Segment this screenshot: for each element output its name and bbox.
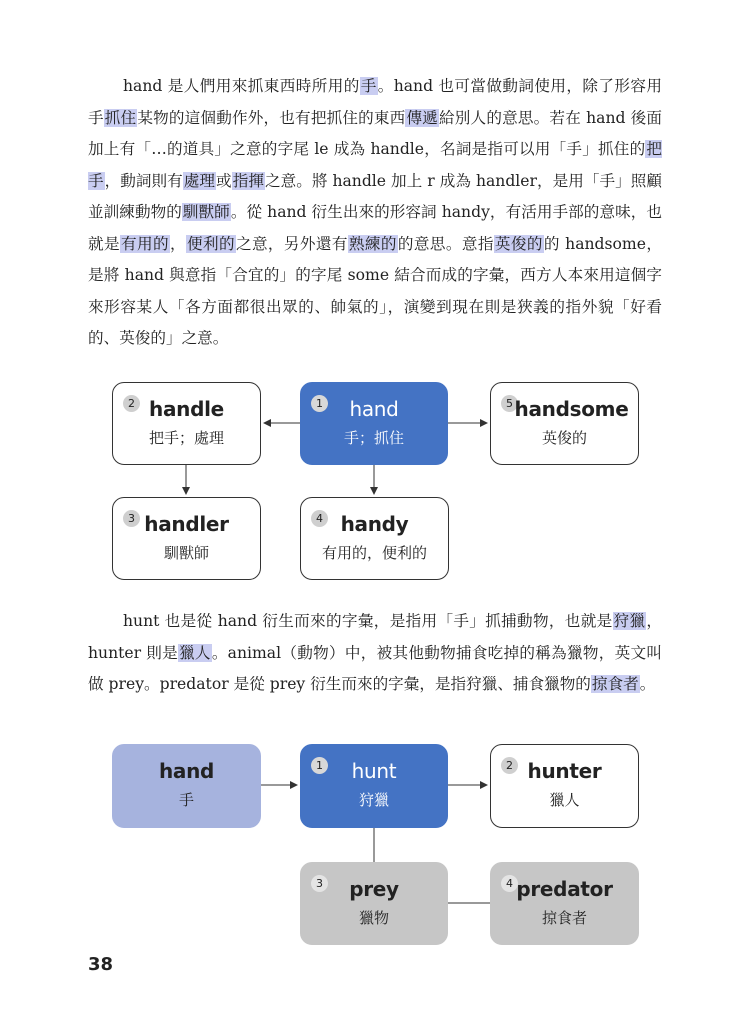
highlighted-term: 有用的 [120,234,169,253]
text-run: ，動詞則有 [104,171,183,190]
node-number: 1 [311,395,328,412]
node-handy [300,497,449,580]
text-run: hand 是人們用來抓東西時所用的 [123,77,360,95]
highlighted-term: 熟練的 [348,234,397,253]
text-run: 之意。將 handle 加上 r 成為 handler，是用「手」照顧並訓練動物的 [88,171,662,221]
text-run: hunt 也是從 hand 衍生而來的字彙，是指用「手」抓捕動物，也就是 [123,612,613,630]
node-number: 1 [311,757,328,774]
node-predator [490,862,639,945]
node-word: hunt [351,759,397,783]
highlighted-term: 馴獸師 [182,203,230,221]
highlighted-term: 抓住 [104,108,137,127]
text-run: 的意思。意指 [397,234,494,253]
node-meaning: 英俊的 [541,429,587,447]
text-run: 的 handsome，是將 hand 與意指「合宜的」的字尾 some 結合而成的字彙，西方人本來用這個字來形容某人「各方面都很出眾的、帥氣的」，演變到現在則是狹義的指外貌「好看的、英俊的」之意。 [88,234,662,347]
node-handler [112,497,261,580]
paragraph-hunt [88,606,662,701]
node-meaning: 掠食者 [541,909,587,927]
highlighted-term: 處理 [183,171,216,190]
text-run: ，hunter 則是 [88,612,662,662]
node-number: 4 [501,875,518,892]
node-meaning: 有用的，便利的 [321,544,427,562]
node-word: handle [149,397,224,421]
node-number: 4 [311,510,328,527]
text-run: 。animal（動物）中，被其他動物捕食吃掉的稱為獵物，英文叫做 prey。predator 是從 prey 衍生而來的字彙，是指狩獵、捕食獵物的 [88,643,662,693]
highlighted-term: 手 [360,77,377,95]
node-word: hunter [527,759,602,783]
node-meaning: 獵人 [549,791,580,809]
node-meaning: 把手；處理 [148,429,224,447]
node-number: 2 [501,757,518,774]
highlighted-term: 英俊的 [494,234,543,253]
node-word: predator [516,877,613,901]
node-word: prey [349,877,399,901]
node-word: handler [144,512,229,536]
text-run: 。 [639,675,656,693]
text-run: 。hand 也可當做動詞使用，除了形容用手 [88,77,662,127]
node-number: 3 [311,875,328,892]
highlighted-term: 獵人 [179,643,211,662]
node-handsome [490,382,639,465]
highlighted-term: 便利的 [186,234,235,253]
highlighted-term: 把手 [88,140,662,190]
node-meaning: 手；抓住 [343,429,404,447]
text-run: 給別人的意思。若在 hand 後面加上有「…的道具」之意的字尾 le 成為 handle，名詞是指可以用「手」抓住的 [88,108,662,158]
node-number: 5 [501,395,518,412]
node-hand [300,382,448,465]
text-run: 某物的這個動作外，也有把抓住的東西 [137,108,406,127]
node-prey [300,862,448,945]
node-word: handsome [514,397,629,421]
node-hand-root [112,744,261,828]
highlighted-term: 掠食者 [591,675,639,693]
page-number: 38 [88,954,114,975]
highlighted-term: 傳遞 [406,108,439,127]
node-meaning: 手 [178,791,194,809]
text-run: 。從 hand 衍生出來的形容詞 handy，有活用手部的意味，也就是 [88,203,662,253]
node-hunter [490,744,639,828]
text-run: 之意，另外還有 [235,234,348,253]
node-number: 2 [123,395,140,412]
text-run: 或 [216,171,232,190]
node-word: hand [158,759,215,783]
highlighted-term: 狩獵 [613,612,646,630]
node-meaning: 獵物 [358,909,389,927]
node-word: handy [340,512,409,536]
node-hunt [300,744,448,828]
highlighted-term: 指揮 [232,171,264,190]
node-meaning: 狩獵 [358,791,389,809]
text-run: ， [169,234,186,253]
node-number: 3 [123,510,140,527]
node-word: hand [349,397,399,421]
node-meaning: 馴獸師 [163,544,209,562]
node-handle [112,382,261,465]
